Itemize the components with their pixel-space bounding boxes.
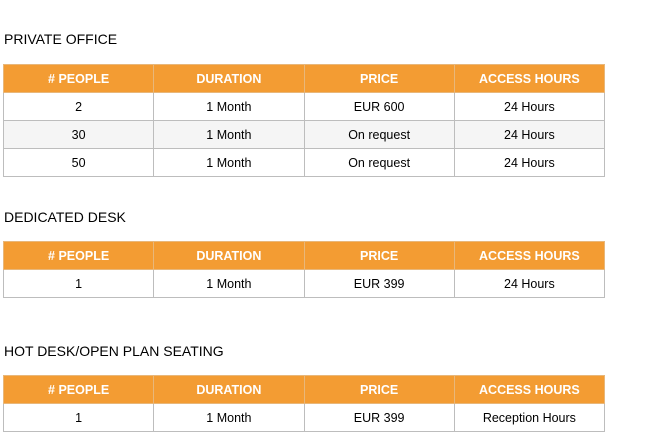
hot-desk-table — [3, 375, 605, 432]
column-header-duration: DURATION — [154, 242, 304, 270]
cell-price: EUR 399 — [304, 404, 454, 432]
cell-access-hours: 24 Hours — [454, 121, 604, 149]
table-header-row — [4, 376, 605, 404]
table-header-row — [4, 242, 605, 270]
section-title-private-office: PRIVATE OFFICE — [4, 31, 118, 47]
table-row — [4, 93, 605, 121]
column-header-access-hours: ACCESS HOURS — [454, 65, 604, 93]
cell-people: 1 — [4, 404, 154, 432]
column-header-price: PRICE — [304, 242, 454, 270]
cell-people: 1 — [4, 270, 154, 298]
column-header-duration: DURATION — [154, 376, 304, 404]
column-header-people: # PEOPLE — [4, 242, 154, 270]
cell-people: 30 — [4, 121, 154, 149]
column-header-people: # PEOPLE — [4, 376, 154, 404]
cell-access-hours: 24 Hours — [454, 93, 604, 121]
dedicated-desk-table — [3, 241, 605, 298]
cell-duration: 1 Month — [154, 270, 304, 298]
table-row — [4, 121, 605, 149]
column-header-price: PRICE — [304, 376, 454, 404]
column-header-people: # PEOPLE — [4, 65, 154, 93]
column-header-duration: DURATION — [154, 65, 304, 93]
cell-access-hours: 24 Hours — [454, 270, 604, 298]
table-row — [4, 404, 605, 432]
column-header-access-hours: ACCESS HOURS — [454, 242, 604, 270]
cell-duration: 1 Month — [154, 404, 304, 432]
cell-price: On request — [304, 149, 454, 177]
cell-people: 2 — [4, 93, 154, 121]
table-row — [4, 270, 605, 298]
section-title-hot-desk: HOT DESK/OPEN PLAN SEATING — [4, 343, 224, 359]
cell-access-hours: Reception Hours — [454, 404, 604, 432]
cell-duration: 1 Month — [154, 121, 304, 149]
cell-people: 50 — [4, 149, 154, 177]
table-row — [4, 149, 605, 177]
cell-duration: 1 Month — [154, 149, 304, 177]
cell-price: EUR 399 — [304, 270, 454, 298]
column-header-access-hours: ACCESS HOURS — [454, 376, 604, 404]
cell-access-hours: 24 Hours — [454, 149, 604, 177]
section-title-dedicated-desk: DEDICATED DESK — [4, 209, 126, 225]
cell-price: On request — [304, 121, 454, 149]
cell-duration: 1 Month — [154, 93, 304, 121]
private-office-table — [3, 64, 605, 177]
table-header-row — [4, 65, 605, 93]
column-header-price: PRICE — [304, 65, 454, 93]
cell-price: EUR 600 — [304, 93, 454, 121]
